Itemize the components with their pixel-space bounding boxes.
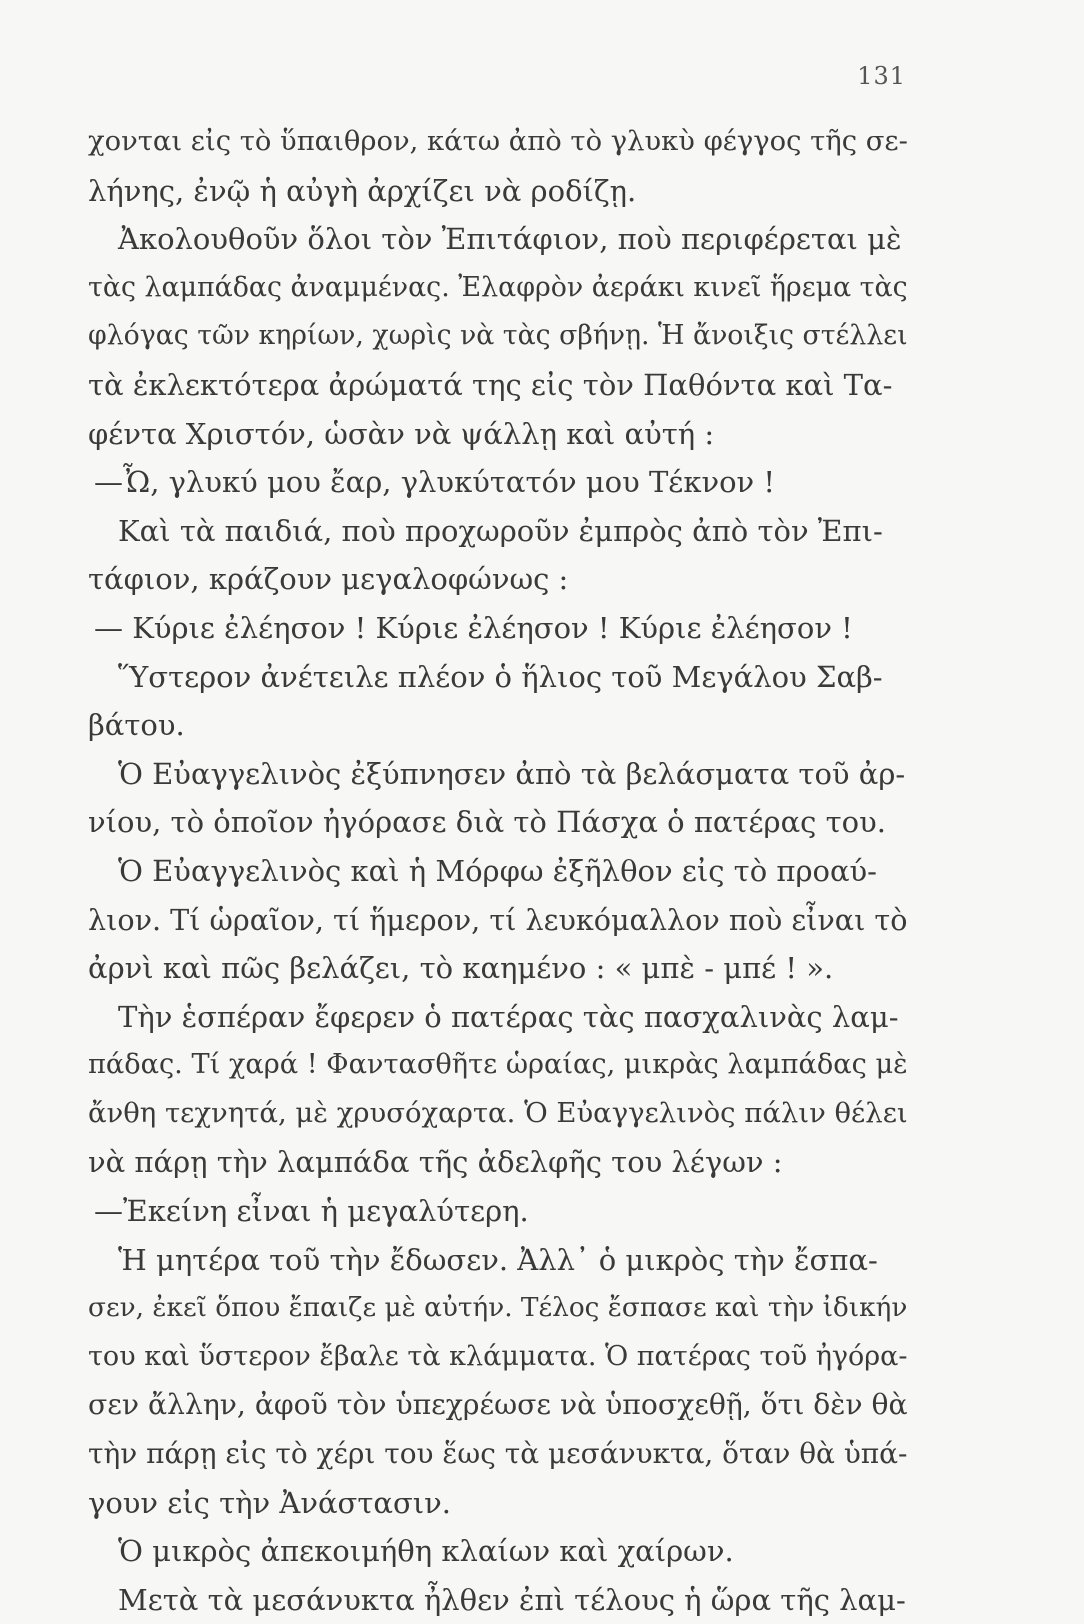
text-line: —Ὦ, γλυκύ μου ἔαρ, γλυκύτατόν μου Τέκνον ! <box>94 465 776 500</box>
text-line: Καὶ τὰ παιδιά, ποὺ προχωροῦν ἐμπρὸς ἀπὸ τὸν Ἐπι- <box>118 513 883 548</box>
text-line: του καὶ ὕστερον ἔβαλε τὰ κλάμματα. Ὁ πατέρας τοῦ ἠγόρα- <box>88 1340 908 1372</box>
text-line: τὴν πάρῃ εἰς τὸ χέρι του ἕως τὰ μεσάνυκτα, ὅταν θὰ ὑπά- <box>88 1437 908 1471</box>
text-line: Ὁ Εὐαγγελινὸς καὶ ἡ Μόρφω ἐξῆλθον εἰς τὸ προαύ- <box>118 853 877 888</box>
text-line: — Κύριε ἐλέησον ! Κύριε ἐλέησον ! Κύριε ἐλέησον ! <box>94 610 853 645</box>
text-line: νὰ πάρῃ τὴν λαμπάδα τῆς ἀδελφῆς του λέγων : <box>88 1145 783 1180</box>
text-line: τὰς λαμπάδας ἀναμμένας. Ἐλαφρὸν ἀεράκι κινεῖ ἥρεμα τὰς <box>88 271 908 303</box>
text-line: βάτου. <box>88 708 185 743</box>
text-line: σεν ἄλλην, ἀφοῦ τὸν ὑπεχρέωσε νὰ ὑποσχεθῇ, ὅτι δὲν θὰ <box>88 1388 908 1422</box>
text-line: λήνης, ἐνῷ ἡ αὐγὴ ἀρχίζει νὰ ροδίζῃ. <box>88 173 637 208</box>
text-line: Ἀκολουθοῦν ὅλοι τὸν Ἐπιτάφιον, ποὺ περιφέρεται μὲ <box>118 222 902 257</box>
text-line: Ἡ μητέρα τοῦ τὴν ἔδωσεν. Ἀλλ᾽ ὁ μικρὸς τὴν ἔσπα- <box>118 1242 878 1277</box>
text-line: τάφιον, κράζουν μεγαλοφώνως : <box>88 562 569 597</box>
text-line: Ὕστερον ἀνέτειλε πλέον ὁ ἥλιος τοῦ Μεγάλου Σαβ- <box>118 659 883 694</box>
text-line: νίου, τὸ ὁποῖον ἠγόρασε διὰ τὸ Πάσχα ὁ πατέρας του. <box>88 805 886 840</box>
text-line: σεν, ἐκεῖ ὅπου ἔπαιζε μὲ αὐτήν. Τέλος ἔσπασε καὶ τὴν ἰδικήν <box>88 1293 908 1324</box>
text-line: Ὁ μικρὸς ἀπεκοιμήθη κλαίων καὶ χαίρων. <box>118 1534 734 1569</box>
text-line: χονται εἰς τὸ ὕπαιθρον, κάτω ἀπὸ τὸ γλυκὺ φέγγος τῆς σε- <box>88 126 908 157</box>
body-text <box>88 118 908 1624</box>
text-line: ἀρνὶ καὶ πῶς βελάζει, τὸ καημένο : « μπὲ - μπέ ! ». <box>88 951 834 986</box>
text-line: —Ἐκείνη εἶναι ἡ μεγαλύτερη. <box>94 1194 529 1229</box>
page-number: 131 <box>857 62 906 90</box>
text-line: γουν εἰς τὴν Ἀνάστασιν. <box>88 1485 451 1520</box>
text-line: τὰ ἐκλεκτότερα ἀρώματά της εἰς τὸν Παθόντα καὶ Τα- <box>88 367 893 402</box>
text-line: ἄνθη τεχνητά, μὲ χρυσόχαρτα. Ὁ Εὐαγγελινὸς πάλιν θέλει <box>88 1097 908 1129</box>
text-line: Μετὰ τὰ μεσάνυκτα ἦλθεν ἐπὶ τέλους ἡ ὥρα τῆς λαμ- <box>118 1582 906 1617</box>
text-line: φέντα Χριστόν, ὡσὰν νὰ ψάλλῃ καὶ αὐτή : <box>88 416 715 451</box>
text-line: Τὴν ἑσπέραν ἔφερεν ὁ πατέρας τὰς πασχαλινὰς λαμ- <box>118 999 899 1034</box>
text-line: πάδας. Τί χαρά ! Φαντασθῆτε ὡραίας, μικρὰς λαμπάδας μὲ <box>88 1049 908 1081</box>
text-line: Ὁ Εὐαγγελινὸς ἐξύπνησεν ἀπὸ τὰ βελάσματα τοῦ ἀρ- <box>118 756 906 791</box>
text-line: φλόγας τῶν κηρίων, χωρὶς νὰ τὰς σβήνῃ. Ἡ ἄνοιξις στέλλει <box>88 320 908 352</box>
text-line: λιον. Τί ὡραῖον, τί ἥμερον, τί λευκόμαλλον ποὺ εἶναι τὸ <box>88 902 908 937</box>
